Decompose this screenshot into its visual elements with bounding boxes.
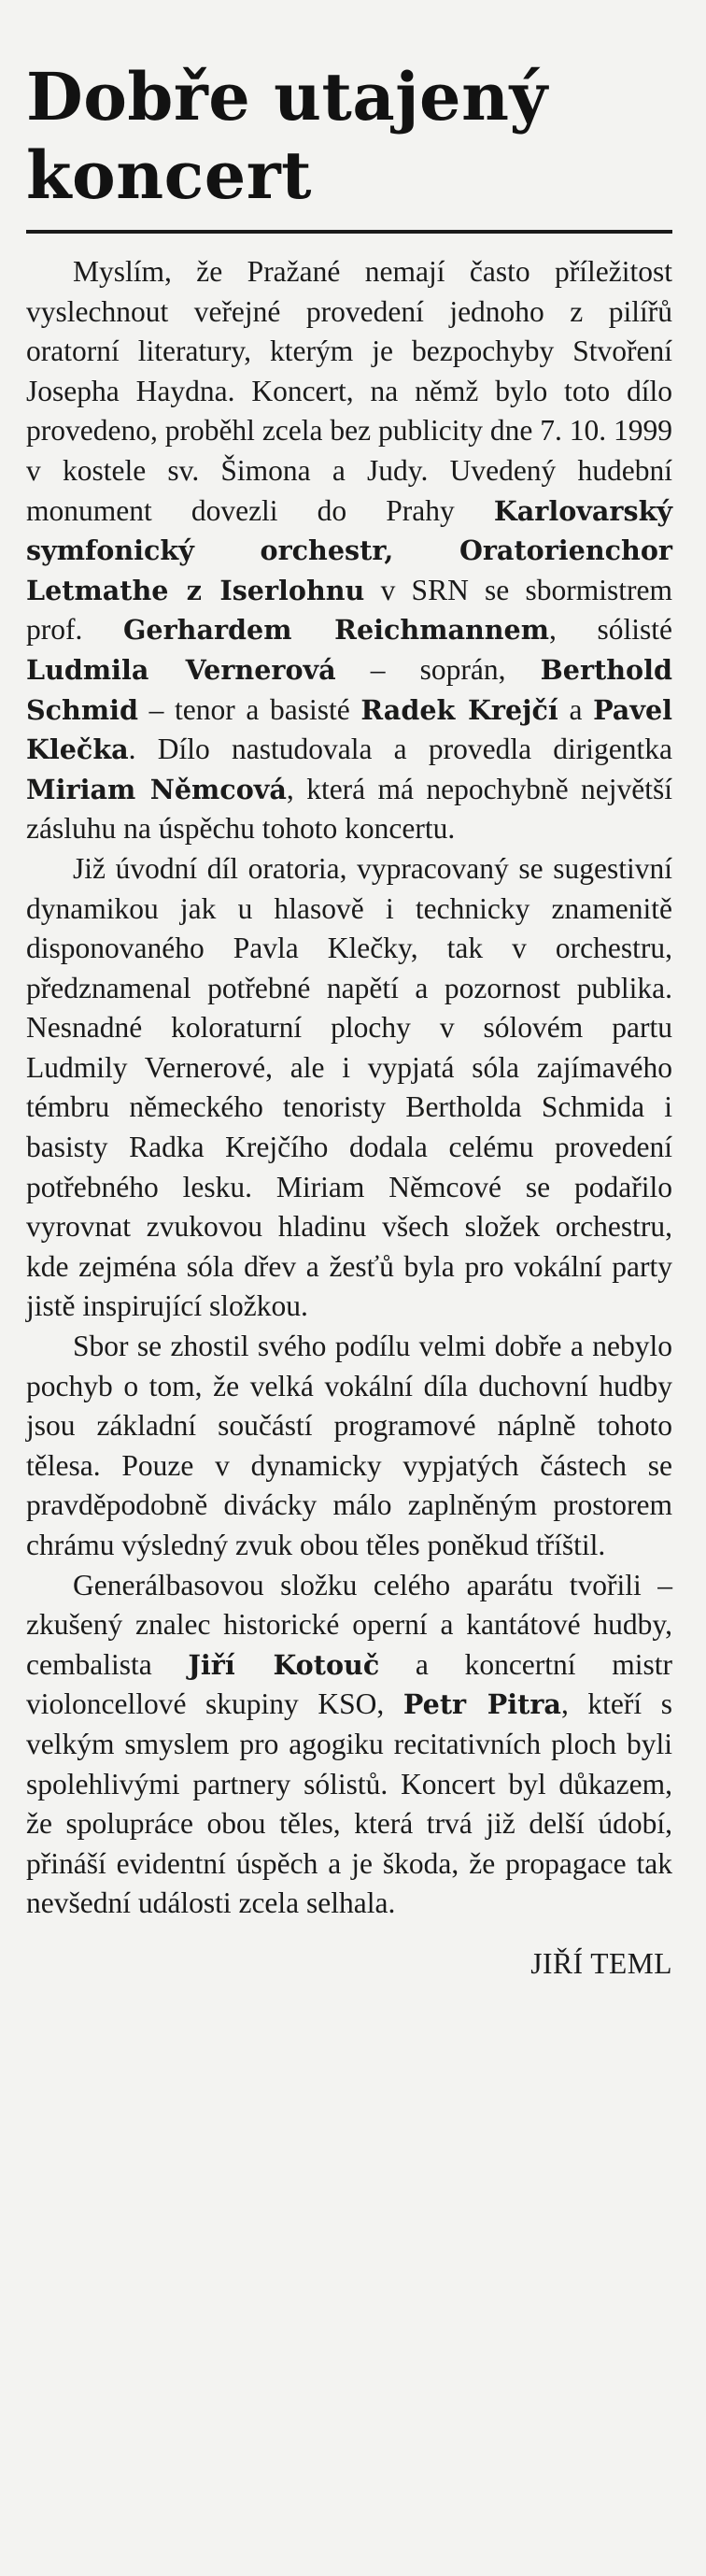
highlighted-name: Miriam Němcová <box>26 773 287 805</box>
paragraph-text: , která má nepochybně největší zásluhu na úspěchu tohoto koncertu. <box>26 772 673 846</box>
article-page <box>26 58 672 1985</box>
paragraph-text: Již úvodní díl oratoria, vypracovaný se sugestivní dynamikou jak u hlasově i technicky znamenitě disponovaného Pavla Klečky, tak v orchestru, předznamenal potřebné napětí a pozornost publika. Nesnadné koloraturní plochy v sólovém partu Ludmily Vernerové, ale i vypjatá sóla zajímavého témbru německého tenoristy Bertholda Schmida i basisty Radka Krejčího dodala celému provedení potřebného lesku. Miriam Němcové se podařilo vyrovnat zvukovou hladinu všech složek orchestru, kde zejména sóla dřev a žesťů byla pro vokální party jistě inspirující složkou. <box>26 851 672 1323</box>
paragraph-text: – soprán, <box>335 652 541 686</box>
paragraph-text: Myslím, že Pražané nemají často příležitost vyslechnout veřejné provedení jednoho z pilířů oratorní literatury, kterým je bezpochyby Stvoření Josepha Haydna. Koncert, na němž bylo toto dílo provedeno, proběhl zcela bez publicity dne 7. 10. 1999 v kostele sv. Šimona a Judy. Uvedený hudební monument dovezli do Prahy <box>26 255 672 527</box>
highlighted-name: Ludmila Vernerová <box>26 653 336 686</box>
author-byline: JIŘÍ TEML <box>530 1946 672 1980</box>
article-paragraph <box>26 849 672 1327</box>
paragraph-text: – tenor a basisté <box>137 692 361 726</box>
paragraph-text: a koncertní mistr violoncellové skupiny KSO, <box>26 1647 672 1721</box>
paragraph-text: , kteří s velkým smyslem pro agogiku recitativních ploch byli spolehlivými partnery sólistů. Koncert byl důkazem, že spolupráce obou těles, která trvá již delší údobí, přináší evidentní úspěch a je škoda, že propagace tak nevšední události zcela selhala. <box>26 1687 672 1920</box>
highlighted-name: Berthold Schmid <box>26 653 672 726</box>
article-paragraph <box>26 1327 672 1566</box>
highlighted-name: Jiří Kotouč <box>188 1648 380 1681</box>
paragraph-text: Sbor se zhostil svého podílu velmi dobře a nebylo pochyb o tom, že velká vokální díla duchovní hudby jsou základní součástí programové náplně tohoto tělesa. Pouze v dynamicky vypjatých částech se pravděpodobně divácky málo zaplněným prostorem chrámu výsledný zvuk obou těles poněkud tříštil. <box>26 1330 672 1561</box>
paragraph-text: . Dílo nastudovala a provedla dirigentka <box>128 733 672 766</box>
paragraph-text: v SRN se sbormistrem prof. <box>26 573 672 647</box>
highlighted-name: Radek Krejčí <box>360 693 558 726</box>
page-title: Dobře utajený koncert <box>26 58 548 214</box>
article-paragraph <box>26 1566 672 1924</box>
article-body <box>26 252 672 1924</box>
paragraph-text: , sólisté <box>549 613 673 647</box>
paragraph-text: Generálbasovou složku celého aparátu tvořili – zkušený znalec historické operní a kantátové hudby, cembalista <box>26 1568 672 1681</box>
paragraph-text: a <box>558 692 594 726</box>
title-divider <box>26 230 672 234</box>
highlighted-name: Petr Pitra <box>402 1688 561 1721</box>
article-paragraph <box>26 252 672 849</box>
highlighted-name: Pavel Klečka <box>26 693 673 766</box>
highlighted-name: Karlovarský symfonický orchestr, Oratorienchor Letmathe z Iserlohnu <box>26 494 672 606</box>
highlighted-name: Gerhardem Reichmannem <box>122 614 550 647</box>
